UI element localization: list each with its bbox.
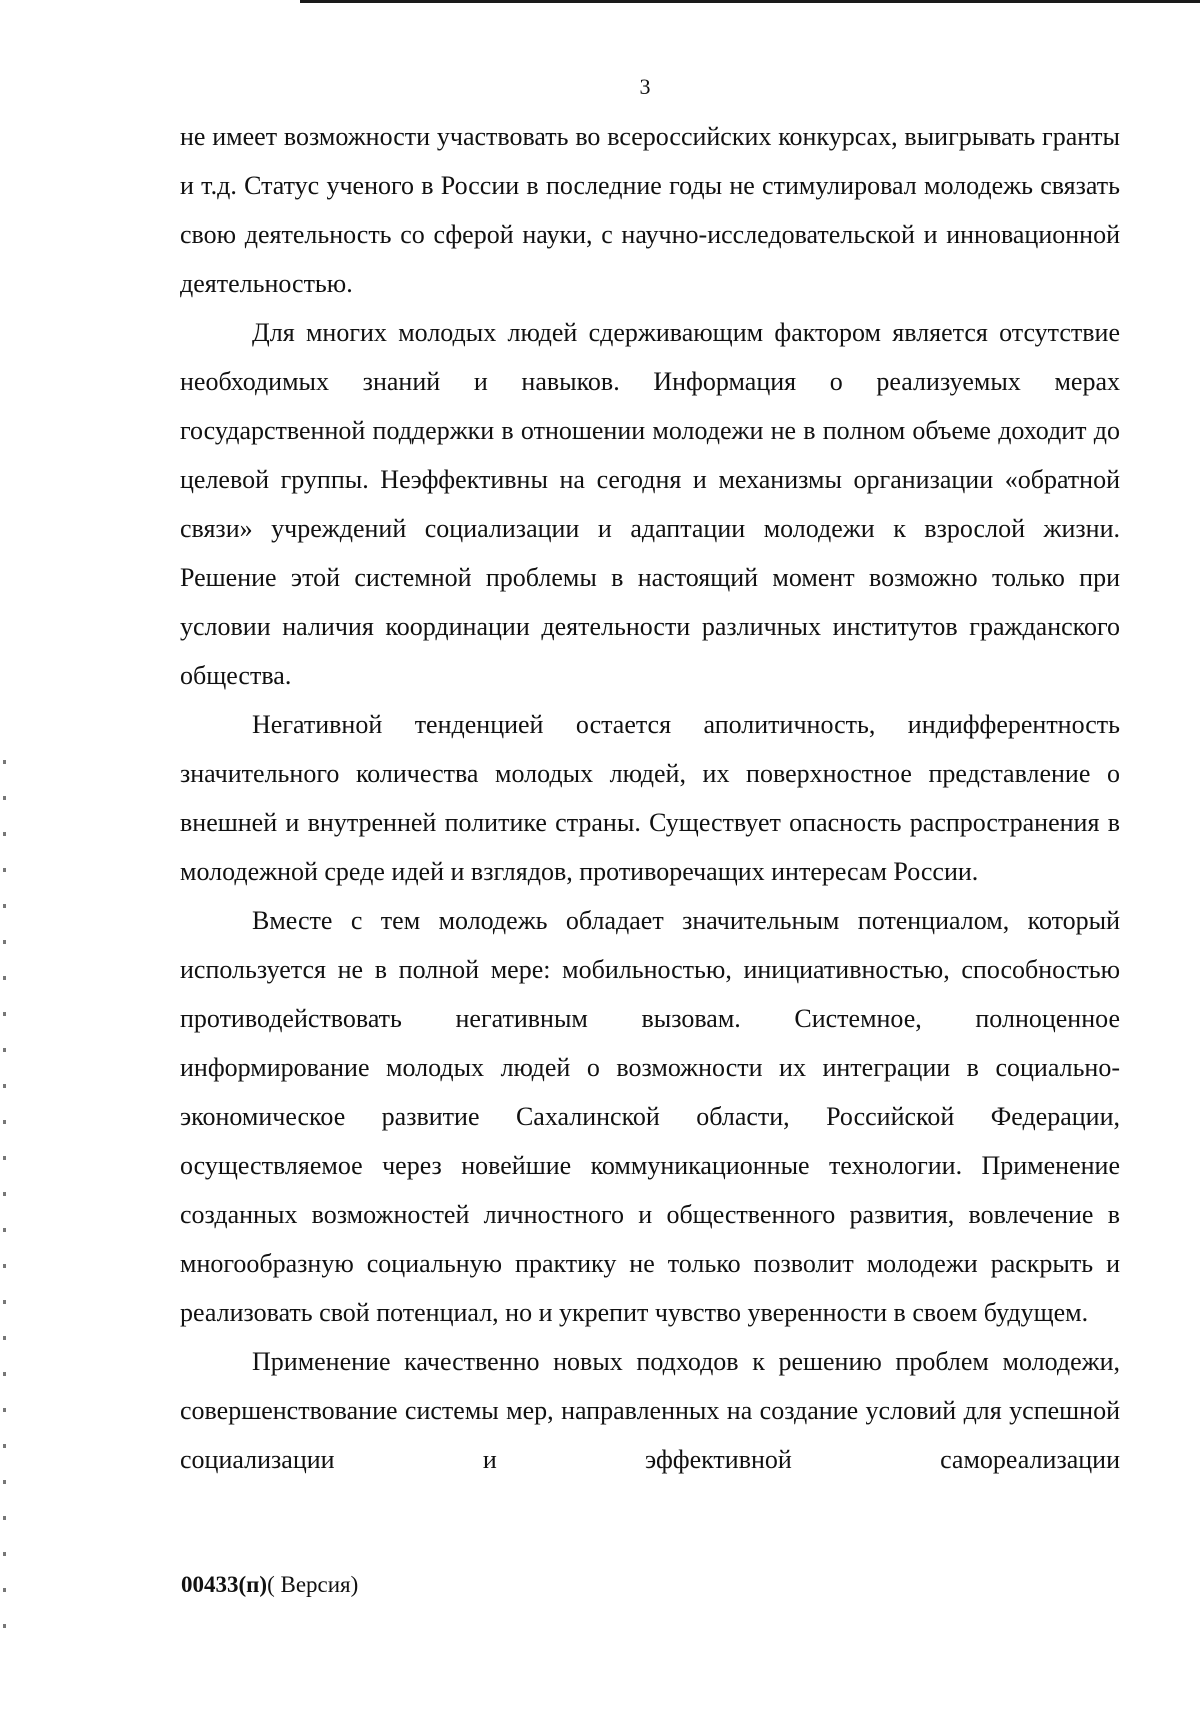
document-version: ( Версия) [267, 1572, 359, 1597]
document-code: 00433(п) [181, 1572, 268, 1597]
scan-margin-dots [3, 760, 6, 1640]
paragraph-1: не имеет возможности участвовать во всероссийских конкурсах, выигрывать гранты и т.д. Статус ученого в России в последние годы не стимулировал молодежь связать свою деятельность со сферой науки, с научно-исследовательской и инновационной деятельностью. [180, 122, 1120, 298]
document-footer [181, 1572, 358, 1598]
scan-top-rule [300, 0, 1200, 3]
page-number: 3 [639, 74, 651, 99]
paragraph-5: Применение качественно новых подходов к решению проблем молодежи, совершенствование системы мер, направленных на создание условий для успешной социализации и эффективной самореализации [180, 1347, 1120, 1474]
paragraph-2: Для многих молодых людей сдерживающим фактором является отсутствие необходимых знаний и навыков. Информация о реализуемых мерах государственной поддержки в отношении молодежи не в полном объеме доходит до целевой группы. Неэффективны на сегодня и механизмы организации «обратной связи» учреждений социализации и адаптации молодежи к взрослой жизни. Решение этой системной проблемы в настоящий момент возможно только при условии наличия координации деятельности различных институтов гражданского общества. [180, 318, 1120, 690]
paragraph-3: Негативной тенденцией остается аполитичность, индифферентность значительного количества молодых людей, их поверхностное представление о внешней и внутренней политике страны. Существует опасность распространения в молодежной среде идей и взглядов, противоречащих интересам России. [180, 710, 1120, 886]
document-body [180, 112, 1120, 1484]
paragraph-4: Вместе с тем молодежь обладает значительным потенциалом, который используется не в полной мере: мобильностью, инициативностью, способностью противодействовать негативным вызовам. Системное, полноценное информирование молодых людей о возможности их интеграции в социально-экономическое развитие Сахалинской области, Российской Федерации, осуществляемое через новейшие коммуникационные технологии. Применение созданных возможностей личностного и общественного развития, вовлечение в многообразную социальную практику не только позволит молодежи раскрыть и реализовать свой потенциал, но и укрепит чувство уверенности в своем будущем. [180, 906, 1120, 1327]
